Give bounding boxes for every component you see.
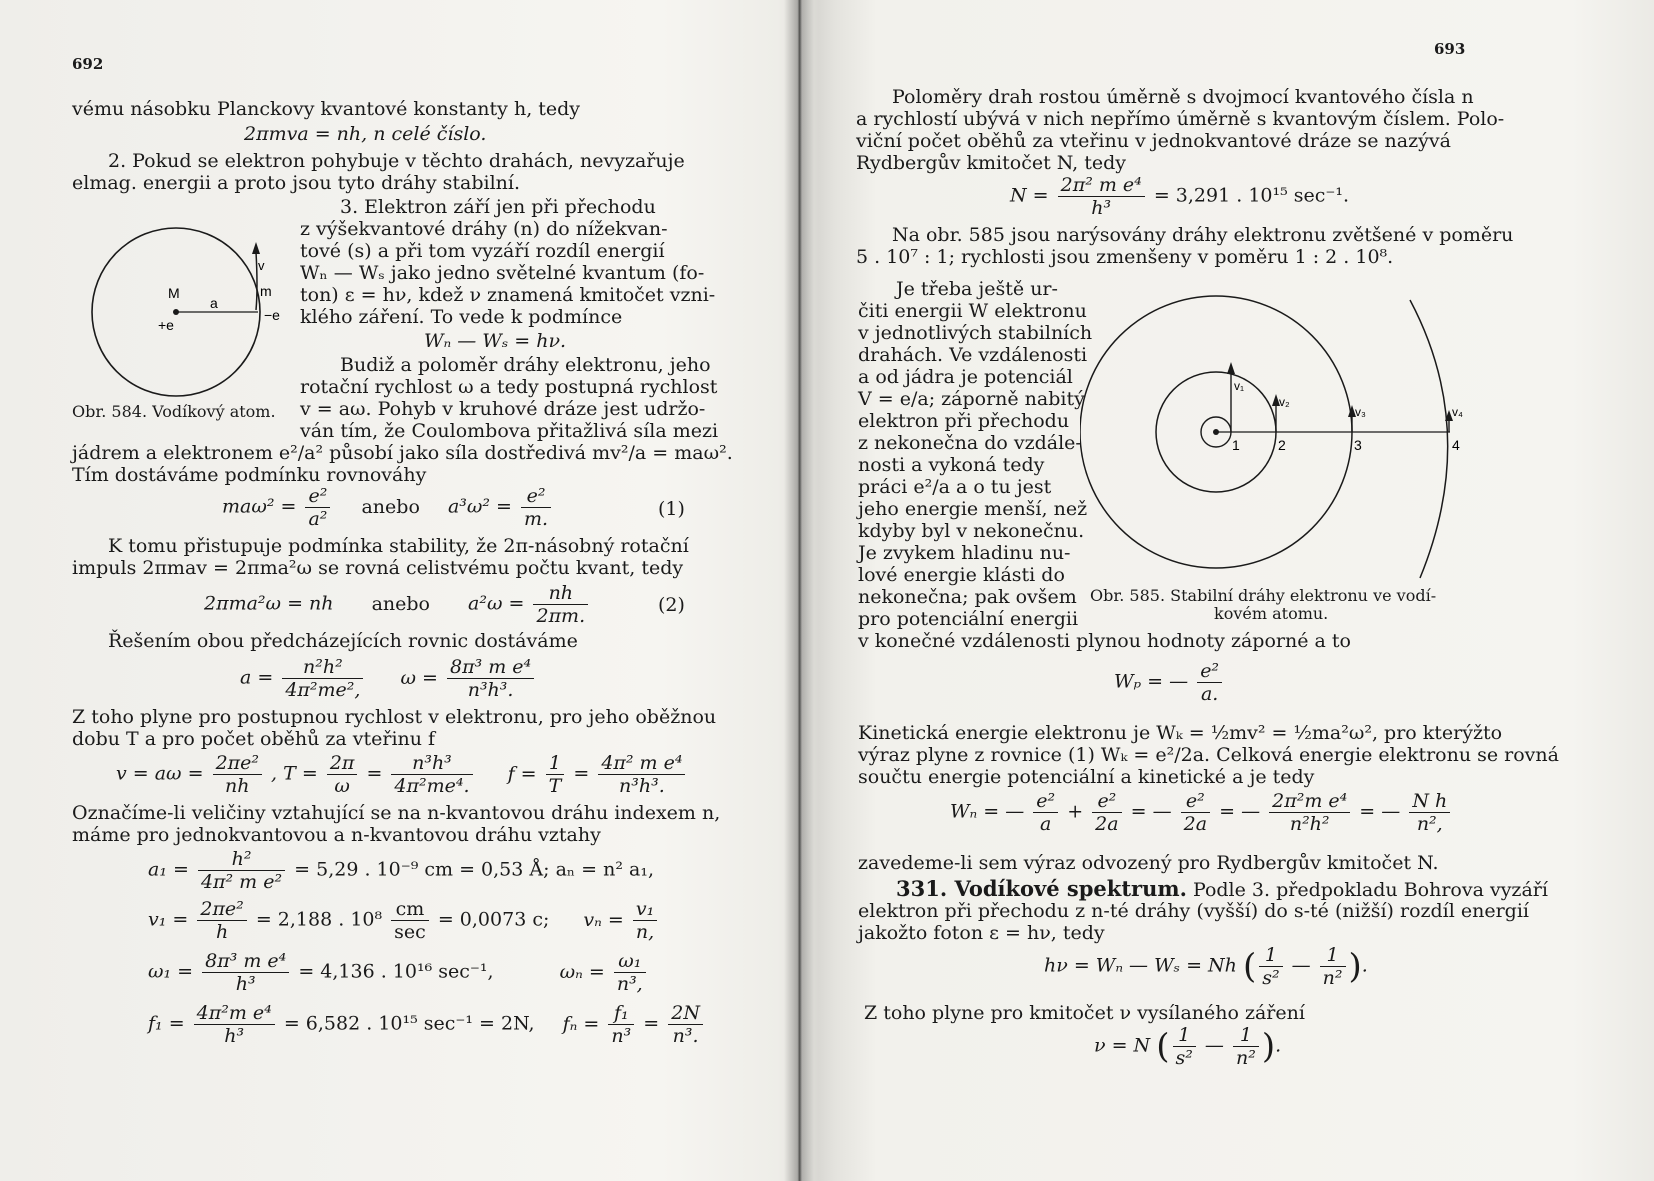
fig-label-electron: m	[260, 283, 272, 299]
fig-label-orbit-3: 3	[1354, 437, 1362, 453]
text-line: tové (s) a při tom vyzáří rozdíl energií	[300, 240, 665, 262]
equation-2: 2πma²ω = nh anebo a²ω = $\frac{nh}{2\pi m.}$	[204, 582, 591, 627]
text-line: Z toho plyne pro kmitočet ν vysílaného záření	[864, 1002, 1305, 1024]
text-line: rotační rychlost ω a tedy postupná rychlost	[300, 376, 718, 398]
fig-label-velocity: v	[258, 258, 265, 273]
equation-a-omega: a = $\frac{\text{n²h²}}{\text{4π²me²,}}$ ω = $\frac{\text{8π³ m e⁴}}{\text{n³h³.}}$	[240, 656, 537, 701]
text-line: Je třeba ještě ur-	[896, 278, 1058, 300]
text-line: elektron při přechodu	[858, 410, 1070, 432]
text-line: 2. Pokud se elektron pohybuje v těchto drahách, nevyzařuje	[108, 150, 685, 172]
fig-label-v3: v₃	[1355, 405, 1366, 419]
figure-caption: Obr. 585. Stabilní dráhy elektronu ve vodí-	[1090, 586, 1437, 605]
page-number-right: 693	[1434, 40, 1466, 58]
book-gutter	[784, 0, 814, 1181]
text-line: jádrem a elektronem e²/a² působí jako síla dostředivá mv²/a = maω².	[72, 442, 733, 464]
fig-label-orbit-4: 4	[1452, 437, 1460, 453]
text-line: zavedeme-li sem výraz odvozený pro Rydbergův kmitočet N.	[858, 852, 1439, 874]
fig-label-orbit-2: 2	[1278, 437, 1286, 453]
text-line: dobu T a pro počet oběhů za vteřinu f	[72, 728, 436, 750]
section-331: 331. Vodíkové spektrum. Podle 3. předpokladu Bohrova vyzáří	[896, 876, 1548, 901]
page-number-left: 692	[72, 55, 104, 73]
fig-label-v1: v₁	[1234, 379, 1245, 393]
text-line: 5 . 10⁷ : 1; rychlosti jsou zmenšeny v poměru 1 : 2 . 10⁸.	[856, 246, 1394, 268]
text-line: Poloměry drah rostou úměrně s dvojmocí kvantového čísla n	[892, 86, 1474, 108]
text-line: Na obr. 585 jsou narýsovány dráhy elektronu zvětšené v poměru	[892, 224, 1514, 246]
equation-v1: v₁ = $\frac{\text{2πe²}}{h}$ = 2,188 . 10⁸ $\frac{cm}{\sec}$ = 0,0073 c; vₙ = $\frac{\text{v₁}}{n,}$	[148, 898, 660, 943]
text-line: výraz plyne z rovnice (1) Wₖ = e²/2a. Celková energie elektronu se rovná	[858, 744, 1559, 766]
text-line: práci e²/a a o tu jest	[858, 476, 1052, 498]
text-line: z výšekvantové dráhy (n) do nížekvan-	[300, 218, 668, 240]
text-line: Kinetická energie elektronu je Wₖ = ½mv² = ½ma²ω², pro kterýžto	[858, 722, 1503, 744]
text-line: v konečné vzdálenosti plynou hodnoty záporné a to	[858, 630, 1351, 652]
text-line: z nekonečna do vzdále-	[858, 432, 1082, 454]
text-line: a od jádra je potenciál	[858, 366, 1073, 388]
equation-a1: a₁ = $\frac{\text{h²}}{\text{4π² m e²}}$ = 5,29 . 10⁻⁹ cm = 0,53 Å; aₙ = n² a₁,	[148, 848, 654, 893]
text-line: a rychlostí ubývá v nich nepřímo úměrně s kvantovým číslem. Polo-	[856, 108, 1505, 130]
text-line: v jednotlivých stabilních	[858, 322, 1093, 344]
fig-label-v4: v₄	[1452, 405, 1463, 419]
equation-wn: Wₙ = — $\frac{\text{e²}}{a}$ + $\frac{\text{e²}}{2a}$ = — $\frac{\text{e²}}{2a}$ = — $\frac{\text{2π²m e⁴}}{\text{n²h²}}$ = — $\frac{\text{N h}}{\text{n²,}}$	[950, 790, 1453, 835]
text-line: drahách. Ve vzdálenosti	[858, 344, 1088, 366]
figure-584	[80, 218, 280, 418]
text-line: Z toho plyne pro postupnou rychlost v elektronu, pro jeho oběžnou	[72, 706, 717, 728]
fig-label-minus: −e	[264, 307, 280, 323]
equation-v-T-f: v = aω = $\frac{\text{2πe²}}{nh}$ , T = $\frac{2\pi}{\omega}$ = $\frac{\text{n³h³}}{\text{4π²me⁴.}}$ f = $\frac{1}{T}$ = $\frac{\text{4π² m e⁴}}{\text{n³h³.}}$	[116, 752, 688, 797]
fig-label-v2: v₂	[1279, 395, 1290, 409]
text-line: v = aω. Pohyb v kruhové dráze jest udržo-	[300, 398, 706, 420]
equation-number: (2)	[658, 594, 685, 616]
text-line: Wₙ — Wₛ = hν.	[424, 330, 567, 352]
fig-label-nucleus: M	[168, 285, 180, 301]
text-line: Wₙ — Wₛ jako jedno světelné kvantum (fo-	[300, 262, 705, 284]
text-line: součtu energie potenciální a kinetické a je tedy	[858, 766, 1315, 788]
fig-label-plus: +e	[158, 317, 174, 333]
equation-wp: Wₚ = — $\frac{\text{e²}}{a.}$	[1114, 660, 1225, 705]
equation-rydberg: N = $\frac{\text{2π² m e⁴}}{\text{h³}}$ = 3,291 . 10¹⁵ sec⁻¹.	[1010, 174, 1350, 219]
equation-1: maω² = $\frac{\text{e²}}{\text{a²}}$ anebo a³ω² = $\frac{\text{e²}}{m.}$	[222, 485, 554, 530]
text-line: impuls 2πmav = 2πma²ω se rovná celistvému počtu kvant, tedy	[72, 557, 684, 579]
equation-nu: ν = N ( $\frac{1}{\text{s²}}$ — $\frac{1}{\text{n²}}$ ).	[1094, 1024, 1282, 1069]
text-line: V = e/a; záporně nabitý	[858, 388, 1085, 410]
text-line: máme pro jednokvantovou a n-kvantovou dráhu vztahy	[72, 824, 601, 846]
text-line: kdyby byl v nekonečnu.	[858, 520, 1085, 542]
text-line: lové energie klásti do	[858, 564, 1065, 586]
figure-585	[1080, 288, 1480, 588]
left-page	[0, 0, 784, 1181]
text-line: nekonečna; pak ovšem	[858, 586, 1077, 608]
text-line: Označíme-li veličiny vztahující se na n-kvantovou dráhu indexem n,	[72, 802, 721, 824]
text-line: jakožto foton ε = hν, tedy	[858, 922, 1105, 944]
equation-omega1: ω₁ = $\frac{\text{8π³ m e⁴}}{\text{h³}}$ = 4,136 . 10¹⁶ sec⁻¹, ωₙ = $\frac{\text{ω₁}}{\text{n³,}}$	[148, 950, 649, 995]
text-line: viční počet oběhů za vteřinu v jednokvantové dráze se nazývá	[856, 130, 1451, 152]
text-line: nosti a vykoná tedy	[858, 454, 1045, 476]
equation-hv: hν = Wₙ — Wₛ = Nh ( $\frac{1}{\text{s²}}$ — $\frac{1}{\text{n²}}$ ).	[1044, 944, 1368, 989]
text-line: pro potenciální energii	[858, 608, 1079, 630]
text-line: Řešením obou předcházejících rovnic dostáváme	[108, 630, 578, 652]
fig-label-radius: a	[210, 295, 218, 311]
text-line: Tím dostáváme podmínku rovnováhy	[72, 464, 427, 486]
equation-f1: f₁ = $\frac{\text{4π²m e⁴}}{\text{h³}}$ = 6,582 . 10¹⁵ sec⁻¹ = 2N, fₙ = $\frac{\text{f₁}}{\text{n³}}$ = $\frac{2N}{\text{n³.}}$	[148, 1002, 706, 1047]
text-line: Budiž a poloměr dráhy elektronu, jeho	[340, 354, 711, 376]
text-line: Je zvykem hladinu nu-	[858, 542, 1071, 564]
text-line: ván tím, že Coulombova přitažlivá síla mezi	[300, 420, 719, 442]
text-line: vému násobku Planckovy kvantové konstanty h, tedy	[72, 98, 581, 120]
text-line: elmag. energii a proto jsou tyto dráhy stabilní.	[72, 172, 521, 194]
text-line: ton) ε = hν, kdež ν znamená kmitočet vzni-	[300, 284, 716, 306]
figure-caption: Obr. 584. Vodíkový atom.	[72, 402, 276, 421]
text-line: klého záření. To vede k podmínce	[300, 306, 623, 328]
text-line: K tomu přistupuje podmínka stability, že 2π-násobný rotační	[108, 535, 689, 557]
section-heading: 331. Vodíkové spektrum.	[896, 876, 1187, 901]
text-line: 3. Elektron září jen při přechodu	[340, 196, 656, 218]
text-line: čiti energii W elektronu	[858, 300, 1087, 322]
figure-caption: kovém atomu.	[1214, 604, 1329, 623]
right-page	[814, 0, 1654, 1181]
text-line: elektron při přechodu z n-té dráhy (vyšší) do s-té (nižší) rozdíl energií	[858, 900, 1529, 922]
text-line: 2πmva = nh, n celé číslo.	[244, 123, 487, 145]
fig-label-orbit-1: 1	[1232, 437, 1240, 453]
text-line: Rydbergův kmitočet N, tedy	[856, 152, 1127, 174]
text-line: jeho energie menší, než	[858, 498, 1088, 520]
equation-number: (1)	[658, 498, 685, 520]
